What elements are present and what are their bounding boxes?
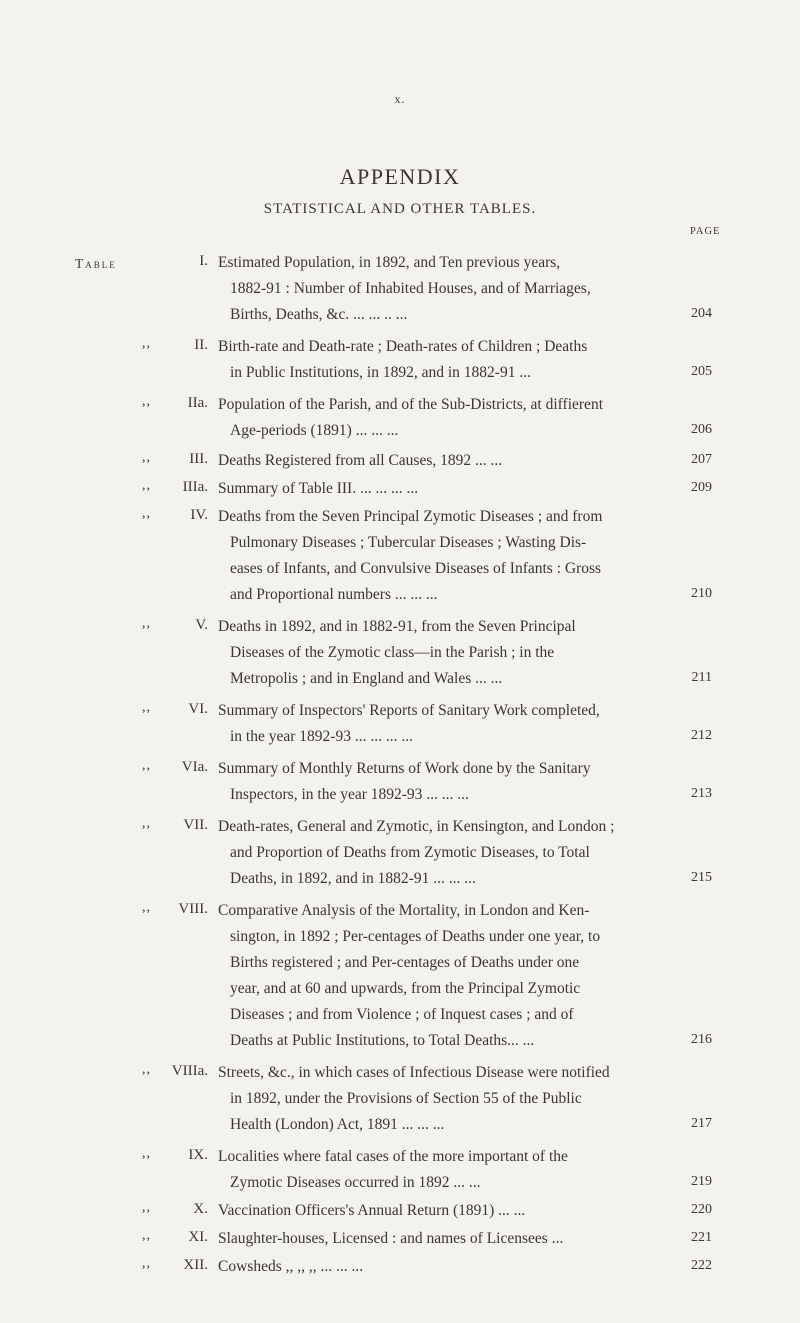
description-line: Population of the Parish, and of the Sub-Districts, at diffierent — [218, 396, 603, 413]
description-line: and Proportional numbers ... ... ... — [230, 586, 438, 603]
toc-entry — [0, 1254, 800, 1280]
description-line: Births, Deaths, &c. ... ... .. ... — [230, 306, 408, 323]
description-line: 1882-91 : Number of Inhabited Houses, and of Marriages, — [230, 280, 591, 297]
table-number: II. — [194, 337, 208, 353]
table-number: IIIa. — [182, 479, 208, 495]
table-number: IX. — [188, 1147, 208, 1163]
toc-entry — [0, 334, 800, 386]
description-line: Age-periods (1891) ... ... ... — [230, 422, 399, 439]
table-number: VIa. — [181, 759, 208, 775]
table-number: III. — [189, 451, 208, 467]
ditto-mark: ,, — [142, 336, 151, 351]
description-line: Health (London) Act, 1891 ... ... ... — [230, 1116, 445, 1133]
description-line: Comparative Analysis of the Mortality, in London and Ken- — [218, 902, 590, 919]
description-line: eases of Infants, and Convulsive Diseases of Infants : Gross — [230, 560, 602, 577]
description-line: in Public Institutions, in 1892, and in 1882-91 ... — [230, 364, 531, 381]
ditto-mark: ,, — [142, 1256, 151, 1271]
page-reference: 221 — [691, 1230, 712, 1245]
description-line: Cowsheds ,, ,, ,, ... ... ... — [218, 1258, 364, 1275]
description-line: Diseases ; and from Violence ; of Inquest cases ; and of — [230, 1006, 574, 1023]
table-of-contents — [0, 250, 800, 1280]
toc-entry — [0, 814, 800, 892]
description-line: Pulmonary Diseases ; Tubercular Diseases ; Wasting Dis- — [230, 534, 587, 551]
page-reference: 210 — [691, 586, 712, 601]
description-line: Vaccination Officers's Annual Return (1891) ... ... — [218, 1202, 526, 1219]
page-reference: 220 — [691, 1202, 712, 1217]
page-reference: 215 — [691, 870, 712, 885]
table-description — [218, 1226, 648, 1252]
page-reference: 216 — [691, 1032, 712, 1047]
ditto-mark: ,, — [142, 450, 151, 465]
description-line: Zymotic Diseases occurred in 1892 ... ... — [230, 1174, 481, 1191]
description-line: sington, in 1892 ; Per-centages of Deaths under one year, to — [230, 928, 601, 945]
ditto-mark: ,, — [142, 478, 151, 493]
description-line: Inspectors, in the year 1892-93 ... ... ... — [230, 786, 469, 803]
table-description — [218, 756, 648, 808]
table-description — [218, 250, 648, 328]
description-line: in the year 1892-93 ... ... ... ... — [230, 728, 413, 745]
page-reference: 211 — [691, 670, 712, 685]
table-number: XII. — [183, 1257, 208, 1273]
toc-entry — [0, 448, 800, 474]
table-description — [218, 392, 648, 444]
table-number: VII. — [183, 817, 208, 833]
description-line: and Proportion of Deaths from Zymotic Diseases, to Total — [230, 844, 590, 861]
page-reference: 206 — [691, 422, 712, 437]
table-description — [218, 334, 648, 386]
table-number: IV. — [190, 507, 208, 523]
table-number: V. — [195, 617, 208, 633]
description-line: Summary of Inspectors' Reports of Sanitary Work completed, — [218, 702, 600, 719]
ditto-mark: ,, — [142, 616, 151, 631]
description-line: Estimated Population, in 1892, and Ten previous years, — [218, 254, 561, 271]
description-line: Deaths at Public Institutions, to Total Deaths... ... — [230, 1032, 535, 1049]
page-number: x. — [394, 92, 406, 106]
table-description — [218, 504, 648, 608]
page-reference: 212 — [691, 728, 712, 743]
ditto-mark: ,, — [142, 1200, 151, 1215]
description-line: year, and at 60 and upwards, from the Principal Zymotic — [230, 980, 581, 997]
toc-entry — [0, 1226, 800, 1252]
page-reference: 213 — [691, 786, 712, 801]
ditto-mark: ,, — [142, 1146, 151, 1161]
description-line: Summary of Monthly Returns of Work done by the Sanitary — [218, 760, 591, 777]
page-reference: 207 — [691, 452, 712, 467]
toc-entry — [0, 614, 800, 692]
ditto-mark: ,, — [142, 758, 151, 773]
description-line: Streets, &c., in which cases of Infectious Disease were notified — [218, 1064, 610, 1081]
ditto-mark: ,, — [142, 1228, 151, 1243]
ditto-mark: ,, — [142, 506, 151, 521]
table-description — [218, 1198, 648, 1224]
table-number: VIIIa. — [171, 1063, 208, 1079]
page-reference: 209 — [691, 480, 712, 495]
description-line: Births registered ; and Per-centages of Deaths under one — [230, 954, 580, 971]
table-number: X. — [193, 1201, 208, 1217]
toc-entry — [0, 476, 800, 502]
table-description — [218, 814, 648, 892]
toc-entry — [0, 504, 800, 608]
table-description — [218, 1060, 648, 1138]
table-label: Table — [75, 256, 117, 271]
description-line: Slaughter-houses, Licensed : and names of Licensees ... — [218, 1230, 564, 1247]
page-subtitle: STATISTICAL AND OTHER TABLES. — [263, 201, 537, 217]
description-line: Birth-rate and Death-rate ; Death-rates of Children ; Deaths — [218, 338, 588, 355]
page-reference: 205 — [691, 364, 712, 379]
table-number: I. — [199, 253, 208, 269]
toc-entry — [0, 898, 800, 1054]
toc-entry — [0, 1198, 800, 1224]
page-reference: 219 — [691, 1174, 712, 1189]
ditto-mark: ,, — [142, 1062, 151, 1077]
toc-entry — [0, 250, 800, 328]
description-line: Metropolis ; and in England and Wales ... ... — [230, 670, 503, 687]
toc-entry — [0, 392, 800, 444]
toc-entry — [0, 1060, 800, 1138]
page-reference: 204 — [691, 306, 712, 321]
ditto-mark: ,, — [142, 816, 151, 831]
toc-entry — [0, 756, 800, 808]
table-number: XI. — [188, 1229, 208, 1245]
table-number: VI. — [188, 701, 208, 717]
description-line: Deaths in 1892, and in 1882-91, from the Seven Principal — [218, 618, 576, 635]
description-line: Summary of Table III. ... ... ... ... — [218, 480, 419, 497]
table-description — [218, 614, 648, 692]
table-description — [218, 448, 648, 474]
description-line: in 1892, under the Provisions of Section 55 of the Public — [230, 1090, 582, 1107]
ditto-mark: ,, — [142, 394, 151, 409]
page-reference: 222 — [691, 1258, 712, 1273]
table-description — [218, 898, 648, 1054]
table-description — [218, 1144, 648, 1196]
ditto-mark: ,, — [142, 700, 151, 715]
description-line: Localities where fatal cases of the more important of the — [218, 1148, 568, 1165]
toc-entry — [0, 698, 800, 750]
description-line: Deaths from the Seven Principal Zymotic Diseases ; and from — [218, 508, 603, 525]
description-line: Diseases of the Zymotic class—in the Parish ; in the — [230, 644, 555, 661]
table-description — [218, 698, 648, 750]
table-number: IIa. — [187, 395, 208, 411]
toc-entry — [0, 1144, 800, 1196]
page-column-heading: PAGE — [690, 226, 721, 237]
table-description — [218, 476, 648, 502]
page-title: APPENDIX — [339, 164, 461, 189]
table-description — [218, 1254, 648, 1280]
page-reference: 217 — [691, 1116, 712, 1131]
description-line: Deaths, in 1892, and in 1882-91 ... ... ... — [230, 870, 476, 887]
description-line: Death-rates, General and Zymotic, in Kensington, and London ; — [218, 818, 615, 835]
description-line: Deaths Registered from all Causes, 1892 ... ... — [218, 452, 503, 469]
table-number: VIII. — [178, 901, 208, 917]
ditto-mark: ,, — [142, 900, 151, 915]
